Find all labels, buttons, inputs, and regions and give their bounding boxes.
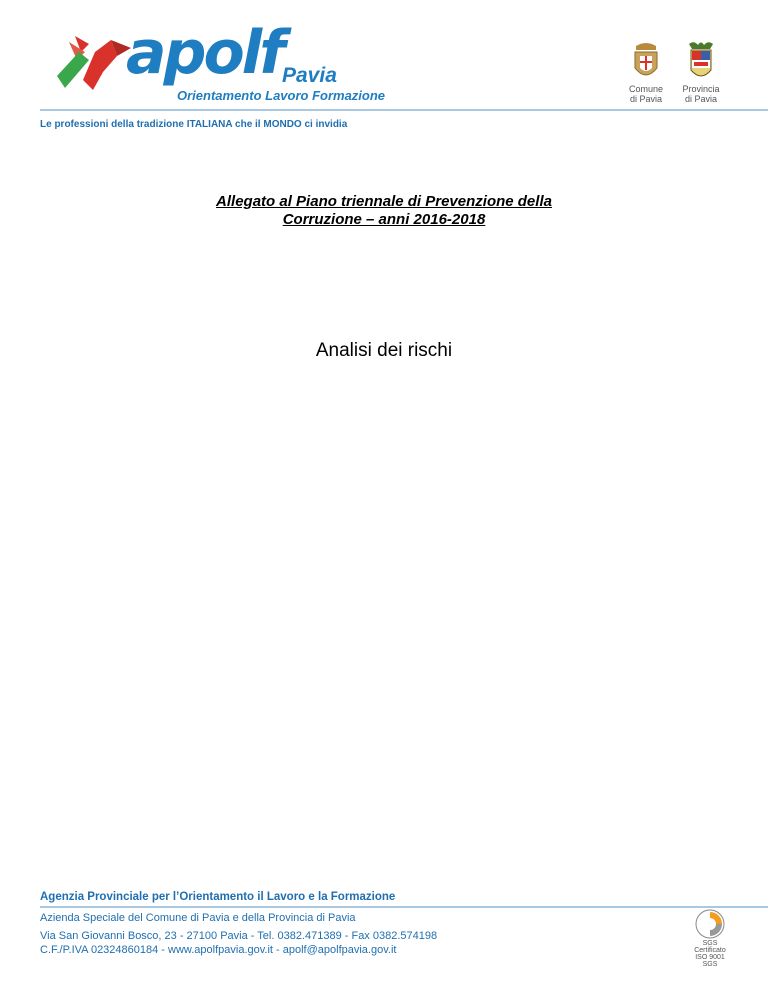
header-divider bbox=[40, 109, 768, 111]
provincia-di-pavia-crest-icon bbox=[686, 40, 716, 84]
footer-contacts: C.F./P.IVA 02324860184 - www.apolfpavia.gov.it - apolf@apolfpavia.gov.it bbox=[40, 944, 397, 956]
document-title bbox=[120, 193, 648, 229]
footer-divider bbox=[40, 906, 768, 908]
certification-label: SGS Certificato ISO 9001 SGS bbox=[694, 940, 726, 968]
sgs-certification-icon bbox=[694, 908, 726, 940]
footer-agency-name: Agenzia Provinciale per l’Orientamento il Lavoro e la Formazione bbox=[40, 891, 396, 903]
provincia-crest-label: Provincia di Pavia bbox=[682, 84, 720, 104]
apolf-logo-mark-icon bbox=[55, 32, 135, 94]
comune-crest-label: Comune di Pavia bbox=[628, 84, 664, 104]
document-title-line-2: Corruzione – anni 2016-2018 bbox=[282, 211, 486, 228]
header-motto: Le professioni della tradizione ITALIANA che il MONDO ci invidia bbox=[40, 119, 348, 130]
footer-address: Via San Giovanni Bosco, 23 - 27100 Pavia - Tel. 0382.471389 - Fax 0382.574198 bbox=[40, 930, 438, 942]
document-title-line-1: Allegato al Piano triennale di Prevenzione della bbox=[216, 193, 552, 210]
comune-di-pavia-crest-icon bbox=[631, 40, 661, 84]
apolf-wordmark: apolf bbox=[126, 18, 283, 88]
footer-line-1: Azienda Speciale del Comune di Pavia e della Provincia di Pavia bbox=[40, 912, 356, 924]
apolf-tagline: Orientamento Lavoro Formazione bbox=[177, 88, 386, 103]
document-subtitle: Analisi dei rischi bbox=[315, 340, 453, 361]
apolf-city: Pavia bbox=[282, 64, 337, 87]
